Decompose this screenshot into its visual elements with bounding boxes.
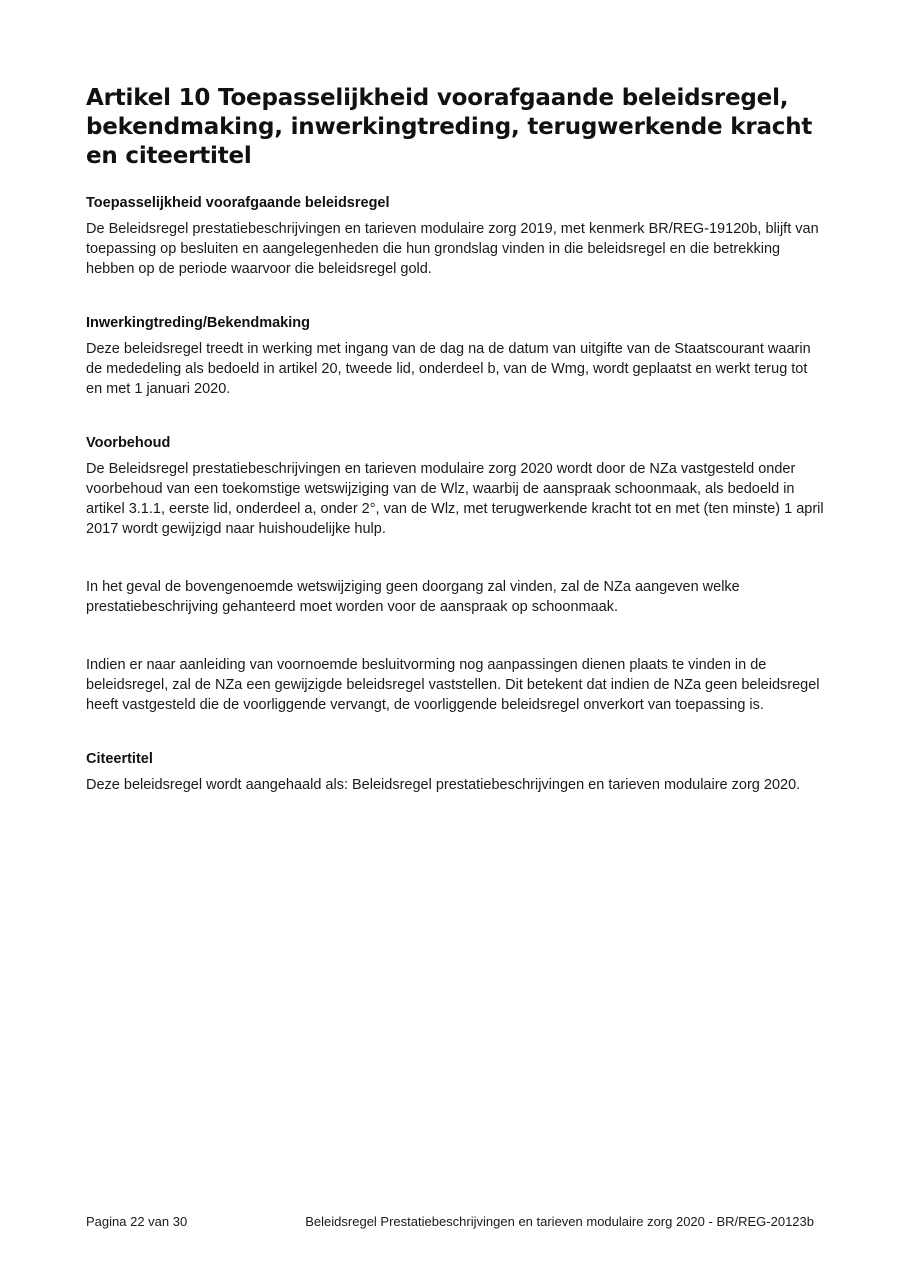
section-paragraph: De Beleidsregel prestatiebeschrijvingen en tarieven modulaire zorg 2019, met kenmerk BR/REG-19120b, blijft van toepassing op besluiten en aangelegenheden die hun grondslag vinden in die beleidsregel en die betrekking hebben op de periode waarvoor die beleidsregel gold. [86, 221, 819, 277]
page-number: Pagina 22 van 30 [86, 1214, 188, 1229]
section-heading: Inwerkingtreding/Bekendmaking [86, 315, 310, 331]
section-heading: Citeertitel [86, 751, 153, 767]
article-title: Artikel 10 Toepasselijkheid voorafgaande beleidsregel, bekendmaking, inwerkingtreding, terugwerkende kracht en citeertitel [86, 85, 813, 169]
section-heading: Voorbehoud [86, 435, 171, 451]
section-inwerkingtreding [86, 313, 826, 399]
section-toepasselijkheid [86, 193, 826, 279]
section-citeertitel [86, 749, 826, 795]
section-paragraph: Indien er naar aanleiding van voornoemde besluitvorming nog aanpassingen dienen plaats te vinden in de beleidsregel, zal de NZa een gewijzigde beleidsregel vaststellen. Dit betekent dat indien de NZa geen beleidsregel heeft vastgesteld die de voorliggende vervangt, de voorliggende beleidsregel onverkort van toepassing is. [86, 657, 820, 713]
document-reference: Beleidsregel Prestatiebeschrijvingen en tarieven modulaire zorg 2020 - BR/REG-20123b [305, 1214, 814, 1229]
section-paragraph: Deze beleidsregel treedt in werking met ingang van de dag na de datum van uitgifte van de Staatscourant waarin de mededeling als bedoeld in artikel 20, tweede lid, onderdeel b, van de Wmg, wordt geplaatst en werkt terug tot en met 1 januari 2020. [86, 341, 811, 397]
section-voorbehoud [86, 433, 826, 715]
section-heading: Toepasselijkheid voorafgaande beleidsregel [86, 195, 390, 211]
section-paragraph: De Beleidsregel prestatiebeschrijvingen en tarieven modulaire zorg 2020 wordt door de NZa vastgesteld onder voorbehoud van een toekomstige wetswijziging van de Wlz, waarbij de aanspraak schoonmaak, als bedoeld in artikel 3.1.1, eerste lid, onderdeel a, onder 2°, van de Wlz, met terugwerkende kracht tot en met (ten minste) 1 april 2017 wordt gewijzigd naar huishoudelijke hulp. [86, 461, 824, 537]
section-paragraph: Deze beleidsregel wordt aangehaald als: Beleidsregel prestatiebeschrijvingen en tarieven modulaire zorg 2020. [86, 777, 801, 793]
document-page [86, 84, 826, 795]
section-paragraph: In het geval de bovengenoemde wetswijziging geen doorgang zal vinden, zal de NZa aangeven welke prestatiebeschrijving gehanteerd moet worden voor de aanspraak op schoonmaak. [86, 579, 740, 615]
